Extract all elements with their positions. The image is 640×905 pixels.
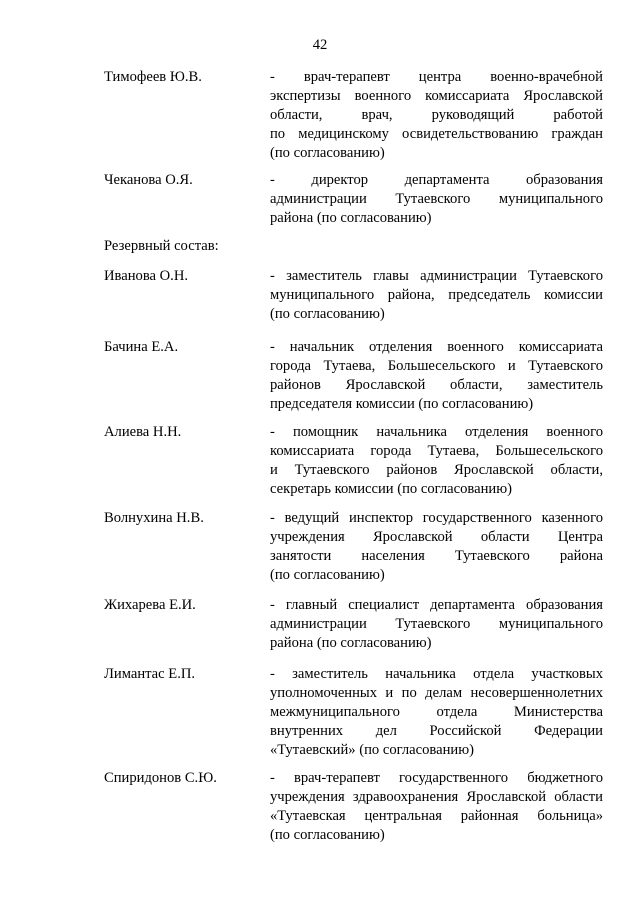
role-line: по медицинскому освидетельствованию граждан xyxy=(270,126,603,142)
role-line: учреждения Ярославской области Центра xyxy=(270,529,603,545)
member-name: Алиева Н.Н. xyxy=(104,424,182,440)
member-role xyxy=(270,509,603,585)
role-line: администрации Тутаевского муниципального xyxy=(270,616,603,632)
role-line: - врач-терапевт центра военно-врачебной xyxy=(270,69,603,85)
role-line: учреждения здравоохранения Ярославской области xyxy=(270,789,603,805)
role-line: - заместитель начальника отдела участковых xyxy=(270,666,603,682)
role-line: - заместитель главы администрации Тутаевского xyxy=(270,268,603,284)
member-role xyxy=(270,665,603,760)
role-line: (по согласованию) xyxy=(270,567,385,583)
role-line: области, врач, руководящий работой xyxy=(270,107,603,123)
role-line: - директор департамента образования xyxy=(270,172,603,188)
role-line: и Тутаевского районов Ярославской области, xyxy=(270,462,603,478)
member-role xyxy=(270,171,603,228)
member-role xyxy=(270,267,603,324)
role-line: уполномоченных и по делам несовершеннолетних xyxy=(270,685,603,701)
role-line: секретарь комиссии (по согласованию) xyxy=(270,481,512,497)
role-line: - главный специалист департамента образования xyxy=(270,597,603,613)
member-name: Жихарева Е.И. xyxy=(104,597,196,613)
member-name: Бачина Е.А. xyxy=(104,339,179,355)
member-role xyxy=(270,769,603,845)
role-line: комиссариата города Тутаева, Большесельского xyxy=(270,443,603,459)
role-line: района (по согласованию) xyxy=(270,210,432,226)
member-name: Тимофеев Ю.В. xyxy=(104,69,202,85)
member-name: Иванова О.Н. xyxy=(104,268,189,284)
role-line: «Тутаевский» (по согласованию) xyxy=(270,742,474,758)
member-role xyxy=(270,68,603,163)
role-line: района (по согласованию) xyxy=(270,635,432,651)
role-line: районов Ярославской области, заместитель xyxy=(270,377,603,393)
member-role xyxy=(270,423,603,499)
role-line: (по согласованию) xyxy=(270,145,385,161)
role-line: внутренних дел Российской Федерации xyxy=(270,723,603,739)
role-line: города Тутаева, Большесельского и Тутаевского xyxy=(270,358,603,374)
role-line: - ведущий инспектор государственного казенного xyxy=(270,510,603,526)
role-line: - начальник отделения военного комиссариата xyxy=(270,339,603,355)
member-role xyxy=(270,596,603,653)
role-line: экспертизы военного комиссариата Ярославской xyxy=(270,88,603,104)
role-line: (по согласованию) xyxy=(270,827,385,843)
page-number: 42 xyxy=(312,37,328,53)
member-role xyxy=(270,338,603,414)
role-line: межмуниципального отдела Министерства xyxy=(270,704,603,720)
member-name: Чеканова О.Я. xyxy=(104,172,193,188)
role-line: председателя комиссии (по согласованию) xyxy=(270,396,534,412)
reserve-section-heading: Резервный состав: xyxy=(104,238,219,254)
role-line: администрации Тутаевского муниципального xyxy=(270,191,603,207)
role-line: (по согласованию) xyxy=(270,306,385,322)
role-line: - врач-терапевт государственного бюджетного xyxy=(270,770,603,786)
role-line: занятости населения Тутаевского района xyxy=(270,548,603,564)
member-name: Спиридонов С.Ю. xyxy=(104,770,217,786)
role-line: «Тутаевская центральная районная больница» xyxy=(270,808,603,824)
role-line: муниципального района, председатель комиссии xyxy=(270,287,603,303)
member-name: Лимантас Е.П. xyxy=(104,666,196,682)
member-name: Волнухина Н.В. xyxy=(104,510,204,526)
role-line: - помощник начальника отделения военного xyxy=(270,424,603,440)
